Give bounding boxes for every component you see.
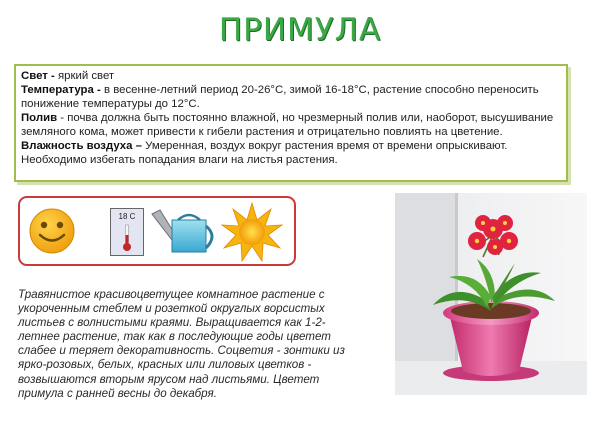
primrose-pot-photo bbox=[395, 193, 587, 395]
watering-can-icon bbox=[150, 206, 218, 258]
humidity-term: Влажность воздуха – bbox=[21, 140, 146, 152]
watering-term: Полив bbox=[21, 112, 58, 124]
thermometer-icon bbox=[110, 208, 144, 256]
care-info-box bbox=[14, 64, 568, 182]
watering-text: - почва должна быть постоянно влажной, но чрезмерный полив или, наоборот, высушивание земляного кома, может привести к гибели растения и отрицательно повлиять на цветение. bbox=[21, 112, 554, 138]
care-icons-panel bbox=[18, 196, 296, 266]
plant-description: Травянистое красивоцветущее комнатное растение с укороченным стеблем и розеткой округлых ворсистых листьев с волнистыми краями. Выращивается как 1-2-летнее растение, так как в последующие годы цветет слабее и теряет декоративность. Соцветия - зонтики из ярко-розовых, белых, красных или лиловых цветков - возвышаются вторым ярусом над листьями. Цветет примула с ранней весны до декабря. bbox=[18, 288, 345, 400]
page-title: ПРИМУЛА bbox=[218, 12, 382, 48]
humidity-text: Умеренная, воздух вокруг растения время от времени опрыскивают. Необходимо избегать попадания влаги на листья растения. bbox=[21, 140, 508, 166]
light-text: яркий свет bbox=[57, 70, 115, 82]
light-info bbox=[21, 69, 561, 83]
thermometer-label: 18 C bbox=[118, 212, 136, 221]
temperature-term: Температура - bbox=[21, 84, 104, 96]
temperature-info bbox=[21, 83, 561, 111]
light-term: Свет - bbox=[21, 70, 58, 82]
temperature-text: в весенне-летний период 20-26°С, зимой 16-18°С, растение способно переносить понижение температуры до 12°С. bbox=[21, 84, 539, 110]
sun-icon bbox=[220, 201, 284, 263]
humidity-info bbox=[21, 139, 561, 167]
smiley-face-icon bbox=[28, 207, 76, 255]
watering-info bbox=[21, 111, 561, 139]
